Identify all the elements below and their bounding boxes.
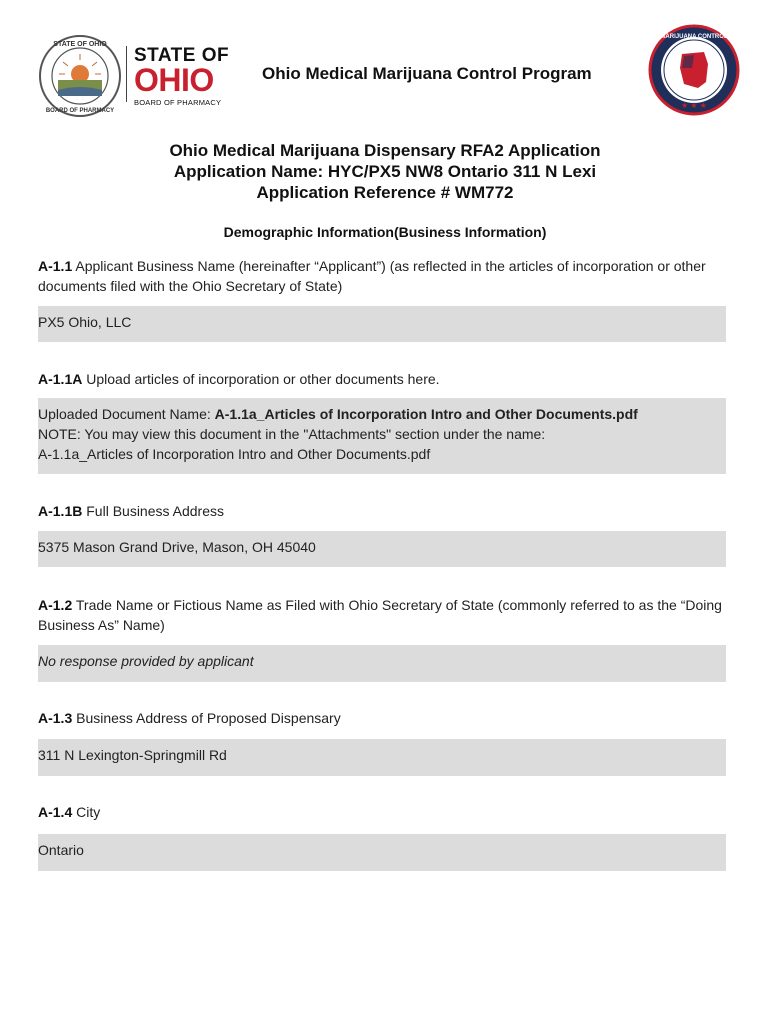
question-text: Applicant Business Name (hereinafter “Applicant”) (as reflected in the articles of incorporation or other documents filed with the Ohio Secretary of State) [38, 258, 706, 294]
question-a-1-1a [38, 369, 728, 389]
answer-text: No response provided by applicant [38, 653, 254, 669]
wordmark-ohio: OHIO [134, 62, 214, 98]
svg-text:STATE OF OHIO: STATE OF OHIO [53, 41, 107, 48]
question-text: Trade Name or Fictious Name as Filed with Ohio Secretary of State (commonly referred to as the “Doing Business As” Name) [38, 597, 722, 633]
answer-text: Ontario [38, 842, 84, 858]
title-line-1: Ohio Medical Marijuana Dispensary RFA2 Application [169, 141, 601, 160]
question-id: A-1.2 [38, 597, 73, 613]
question-id: A-1.4 [38, 804, 73, 820]
answer-a-1-1a [38, 398, 726, 474]
question-text: Business Address of Proposed Dispensary [76, 710, 341, 726]
uploaded-doc-prefix: Uploaded Document Name: [38, 406, 215, 422]
program-title: Ohio Medical Marijuana Control Program [262, 64, 592, 83]
question-a-1-4 [38, 802, 728, 822]
answer-a-1-4 [38, 834, 726, 871]
question-id: A-1.3 [38, 710, 73, 726]
question-text: City [76, 804, 101, 820]
question-id: A-1.1B [38, 503, 83, 519]
answer-text: 5375 Mason Grand Drive, Mason, OH 45040 [38, 539, 316, 555]
answer-a-1-1b [38, 531, 726, 567]
answer-a-1-3 [38, 739, 726, 776]
svg-text:BOARD OF PHARMACY: BOARD OF PHARMACY [45, 108, 115, 114]
question-text: Upload articles of incorporation or other documents here. [86, 371, 440, 387]
header-divider [126, 46, 127, 102]
question-a-1-1b [38, 501, 728, 521]
uploaded-doc-name: A-1.1a_Articles of Incorporation Intro and Other Documents.pdf [214, 406, 638, 422]
question-text: Full Business Address [86, 503, 224, 519]
answer-text: PX5 Ohio, LLC [38, 314, 132, 330]
svg-text:MARIJUANA CONTROL: MARIJUANA CONTROL [660, 34, 728, 40]
wordmark-board: BOARD OF PHARMACY [134, 98, 222, 107]
question-id: A-1.1 [38, 258, 73, 274]
answer-a-1-2 [38, 645, 726, 682]
uploaded-document-line [38, 404, 726, 424]
page-header [0, 0, 770, 120]
wordmark-state-of: STATE OF [134, 45, 230, 66]
title-line-3: Application Reference # WM772 [256, 183, 514, 202]
title-line-2: Application Name: HYC/PX5 NW8 Ontario 311 N Lexi [173, 162, 597, 181]
attachment-note: NOTE: You may view this document in the "Attachments" section under the name: [38, 426, 546, 442]
svg-text:★ ★ ★: ★ ★ ★ [681, 101, 707, 110]
answer-a-1-1 [38, 306, 726, 342]
section-heading: Demographic Information(Business Information) [223, 224, 547, 240]
question-id: A-1.1A [38, 371, 83, 387]
omm-control-program-seal-icon [648, 24, 740, 116]
question-a-1-2 [38, 595, 728, 635]
ohio-wordmark [134, 46, 234, 107]
document-title [0, 140, 770, 203]
attachment-note-file: A-1.1a_Articles of Incorporation Intro and Other Documents.pdf [38, 446, 431, 462]
ohio-pharmacy-seal-icon [38, 34, 122, 118]
answer-text: 311 N Lexington-Springmill Rd [38, 747, 227, 763]
question-a-1-1 [38, 256, 728, 296]
question-a-1-3 [38, 708, 728, 728]
